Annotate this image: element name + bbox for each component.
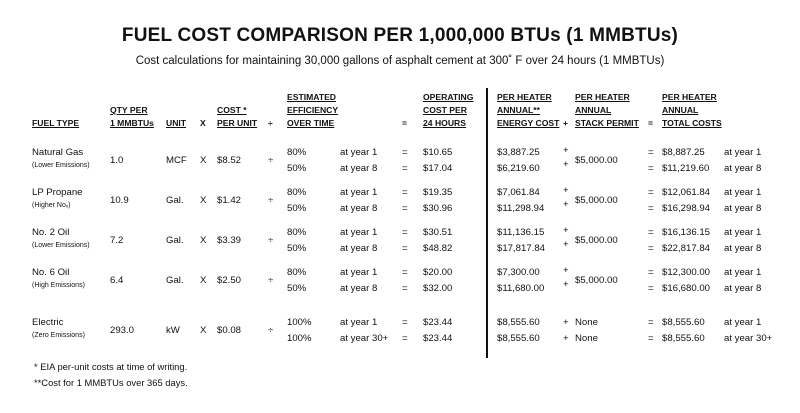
plus-sign: + xyxy=(563,317,569,328)
equals-sign: = xyxy=(648,333,654,344)
total-year-cell: at year 1 xyxy=(724,187,762,198)
equals-sign: = xyxy=(402,317,408,328)
year-cell: at year 1 xyxy=(340,187,378,198)
operating-cost-cell: $20.00 xyxy=(423,267,453,278)
total-year-cell: at year 1 xyxy=(724,147,762,158)
stack-permit-cell: $5,000.00 xyxy=(575,195,618,206)
total-cost-cell: $22,817.84 xyxy=(662,243,711,254)
efficiency-cell: 80% xyxy=(287,267,307,278)
plus-sign: + xyxy=(563,265,569,276)
total-year-cell: at year 8 xyxy=(724,163,762,174)
equals-sign: = xyxy=(402,283,408,294)
plus-sign: + xyxy=(563,199,569,210)
energy-cost-cell: $7,300.00 xyxy=(497,267,540,278)
page-title: FUEL COST COMPARISON PER 1,000,000 BTUs (1 MMBTUs) xyxy=(121,25,679,46)
total-year-cell: at year 8 xyxy=(724,243,762,254)
plus-sign: + xyxy=(563,159,569,170)
efficiency-cell: 50% xyxy=(287,203,307,214)
total-cost-cell: $8,887.25 xyxy=(662,147,705,158)
header-qty-line1: QTY PER xyxy=(110,105,148,115)
equals-sign: = xyxy=(648,317,654,328)
efficiency-cell: 50% xyxy=(287,283,307,294)
operating-cost-cell: $17.04 xyxy=(423,163,453,174)
footnote-annual: **Cost for 1 MMBTUs over 365 days. xyxy=(34,377,188,388)
header-unit: UNIT xyxy=(166,118,187,128)
stack-permit-cell: $5,000.00 xyxy=(575,235,618,246)
year-cell: at year 8 xyxy=(340,243,378,254)
energy-cost-cell: $7,061.84 xyxy=(497,187,540,198)
fuel-type-cell: No. 2 Oil xyxy=(32,227,70,238)
divide-sign: ÷ xyxy=(268,325,274,336)
efficiency-cell: 100% xyxy=(287,333,312,344)
qty-cell: 7.2 xyxy=(110,235,124,246)
plus-sign: + xyxy=(563,225,569,236)
efficiency-cell: 100% xyxy=(287,317,312,328)
equals-sign: = xyxy=(402,147,408,158)
cost-cell: $1.42 xyxy=(217,195,242,206)
total-cost-cell: $8,555.60 xyxy=(662,333,705,344)
header-fuel-type: FUEL TYPE xyxy=(32,118,80,128)
stack-permit-cell: $5,000.00 xyxy=(575,275,618,286)
unit-cell: kW xyxy=(166,325,180,336)
stack-permit-cell: None xyxy=(575,333,598,344)
multiply-sign: X xyxy=(200,275,207,286)
operating-cost-cell: $30.51 xyxy=(423,227,453,238)
divide-sign: ÷ xyxy=(268,275,274,286)
operating-cost-cell: $32.00 xyxy=(423,283,453,294)
total-year-cell: at year 1 xyxy=(724,267,762,278)
header-energy-line3: ENERGY COST xyxy=(497,118,560,128)
header-op-line1: OPERATING xyxy=(423,92,474,102)
page-subtitle: Cost calculations for maintaining 30,000 gallons of asphalt cement at 300˚ F over 24 hours (1 MMBTUs) xyxy=(135,55,665,67)
total-cost-cell: $16,298.94 xyxy=(662,203,711,214)
qty-cell: 1.0 xyxy=(110,155,124,166)
header-multiply: X xyxy=(200,118,206,128)
plus-sign: + xyxy=(563,333,569,344)
operating-cost-cell: $48.82 xyxy=(423,243,453,254)
total-year-cell: at year 1 xyxy=(724,227,762,238)
energy-cost-cell: $17,817.84 xyxy=(497,243,546,254)
plus-sign: + xyxy=(563,185,569,196)
equals-sign: = xyxy=(402,163,408,174)
cost-cell: $8.52 xyxy=(217,155,242,166)
fuel-type-cell: LP Propane xyxy=(32,187,83,198)
header-permit-line1: PER HEATER xyxy=(575,92,630,102)
operating-cost-cell: $30.96 xyxy=(423,203,453,214)
equals-sign: = xyxy=(402,227,408,238)
plus-sign: + xyxy=(563,239,569,250)
equals-sign: = xyxy=(402,187,408,198)
unit-cell: Gal. xyxy=(166,195,184,206)
total-cost-cell: $8,555.60 xyxy=(662,317,705,328)
header-cost-line1: COST * xyxy=(217,105,247,115)
stack-permit-cell: None xyxy=(575,317,598,328)
equals-sign: = xyxy=(648,267,654,278)
year-cell: at year 8 xyxy=(340,163,378,174)
qty-cell: 293.0 xyxy=(110,325,135,336)
year-cell: at year 1 xyxy=(340,267,378,278)
total-cost-cell: $16,680.00 xyxy=(662,283,711,294)
cost-cell: $2.50 xyxy=(217,275,242,286)
efficiency-cell: 80% xyxy=(287,227,307,238)
equals-sign: = xyxy=(402,267,408,278)
divide-sign: ÷ xyxy=(268,155,274,166)
year-cell: at year 8 xyxy=(340,203,378,214)
total-year-cell: at year 8 xyxy=(724,283,762,294)
total-cost-cell: $12,061.84 xyxy=(662,187,711,198)
header-qty-line2: 1 MMBTUs xyxy=(110,118,154,128)
fuel-type-note: (Zero Emissions) xyxy=(32,332,85,339)
equals-sign: = xyxy=(648,283,654,294)
equals-sign: = xyxy=(648,243,654,254)
header-equals-2: = xyxy=(648,118,654,128)
equals-sign: = xyxy=(402,203,408,214)
efficiency-cell: 50% xyxy=(287,243,307,254)
header-energy-line2: ANNUAL** xyxy=(497,105,540,115)
header-op-line3: 24 HOURS xyxy=(423,118,466,128)
equals-sign: = xyxy=(648,227,654,238)
equals-sign: = xyxy=(402,243,408,254)
total-cost-cell: $11,219.60 xyxy=(662,163,710,174)
header-total-line3: TOTAL COSTS xyxy=(662,118,722,128)
equals-sign: = xyxy=(648,187,654,198)
energy-cost-cell: $11,136.15 xyxy=(497,227,545,238)
unit-cell: Gal. xyxy=(166,235,184,246)
header-equals: = xyxy=(402,118,408,128)
header-total-line1: PER HEATER xyxy=(662,92,717,102)
multiply-sign: X xyxy=(200,155,207,166)
header-eff-line1: ESTIMATED xyxy=(287,92,337,102)
total-year-cell: at year 1 xyxy=(724,317,762,328)
total-year-cell: at year 8 xyxy=(724,203,762,214)
divide-sign: ÷ xyxy=(268,195,274,206)
year-cell: at year 1 xyxy=(340,317,378,328)
cost-cell: $0.08 xyxy=(217,325,242,336)
energy-cost-cell: $11,680.00 xyxy=(497,283,545,294)
year-cell: at year 1 xyxy=(340,227,378,238)
total-year-cell: at year 30+ xyxy=(724,333,773,344)
total-cost-cell: $12,300.00 xyxy=(662,267,711,278)
header-op-line2: COST PER xyxy=(423,105,467,115)
fuel-type-cell: Electric xyxy=(32,317,64,328)
header-permit-line2: ANNUAL xyxy=(575,105,612,115)
equals-sign: = xyxy=(648,147,654,158)
operating-cost-cell: $23.44 xyxy=(423,317,453,328)
header-cost-line2: PER UNIT xyxy=(217,118,258,128)
header-permit-line3: STACK PERMIT xyxy=(575,118,639,128)
qty-cell: 10.9 xyxy=(110,195,129,206)
year-cell: at year 30+ xyxy=(340,333,389,344)
total-cost-cell: $16,136.15 xyxy=(662,227,711,238)
fuel-type-note: (Higher Noₓ) xyxy=(32,202,71,209)
plus-sign: + xyxy=(563,279,569,290)
cost-cell: $3.39 xyxy=(217,235,242,246)
energy-cost-cell: $8,555.60 xyxy=(497,317,540,328)
header-eff-line3: OVER TIME xyxy=(287,118,335,128)
header-energy-line1: PER HEATER xyxy=(497,92,552,102)
multiply-sign: X xyxy=(200,195,207,206)
footnote-eia: * EIA per-unit costs at time of writing. xyxy=(34,361,188,372)
fuel-type-note: (Lower Emissions) xyxy=(32,162,90,169)
efficiency-cell: 50% xyxy=(287,163,307,174)
header-eff-line2: EFFICIENCY xyxy=(287,105,339,115)
equals-sign: = xyxy=(648,163,654,174)
divide-sign: ÷ xyxy=(268,235,274,246)
header-total-line2: ANNUAL xyxy=(662,105,699,115)
energy-cost-cell: $6,219.60 xyxy=(497,163,540,174)
multiply-sign: X xyxy=(200,325,207,336)
operating-cost-cell: $23.44 xyxy=(423,333,453,344)
fuel-type-note: (Lower Emissions) xyxy=(32,242,90,249)
unit-cell: MCF xyxy=(166,155,187,166)
equals-sign: = xyxy=(648,203,654,214)
fuel-type-note: (High Emissions) xyxy=(32,282,85,289)
efficiency-cell: 80% xyxy=(287,187,307,198)
header-plus: + xyxy=(563,118,569,128)
energy-cost-cell: $8,555.60 xyxy=(497,333,540,344)
operating-cost-cell: $19.35 xyxy=(423,187,453,198)
header-divide: ÷ xyxy=(268,118,273,128)
unit-cell: Gal. xyxy=(166,275,184,286)
qty-cell: 6.4 xyxy=(110,275,124,286)
multiply-sign: X xyxy=(200,235,207,246)
vertical-divider xyxy=(486,88,488,358)
year-cell: at year 8 xyxy=(340,283,378,294)
stack-permit-cell: $5,000.00 xyxy=(575,155,618,166)
fuel-type-cell: No. 6 Oil xyxy=(32,267,70,278)
efficiency-cell: 80% xyxy=(287,147,307,158)
year-cell: at year 1 xyxy=(340,147,378,158)
energy-cost-cell: $3,887.25 xyxy=(497,147,540,158)
fuel-type-cell: Natural Gas xyxy=(32,147,84,158)
equals-sign: = xyxy=(402,333,408,344)
operating-cost-cell: $10.65 xyxy=(423,147,453,158)
energy-cost-cell: $11,298.94 xyxy=(497,203,545,214)
plus-sign: + xyxy=(563,145,569,156)
